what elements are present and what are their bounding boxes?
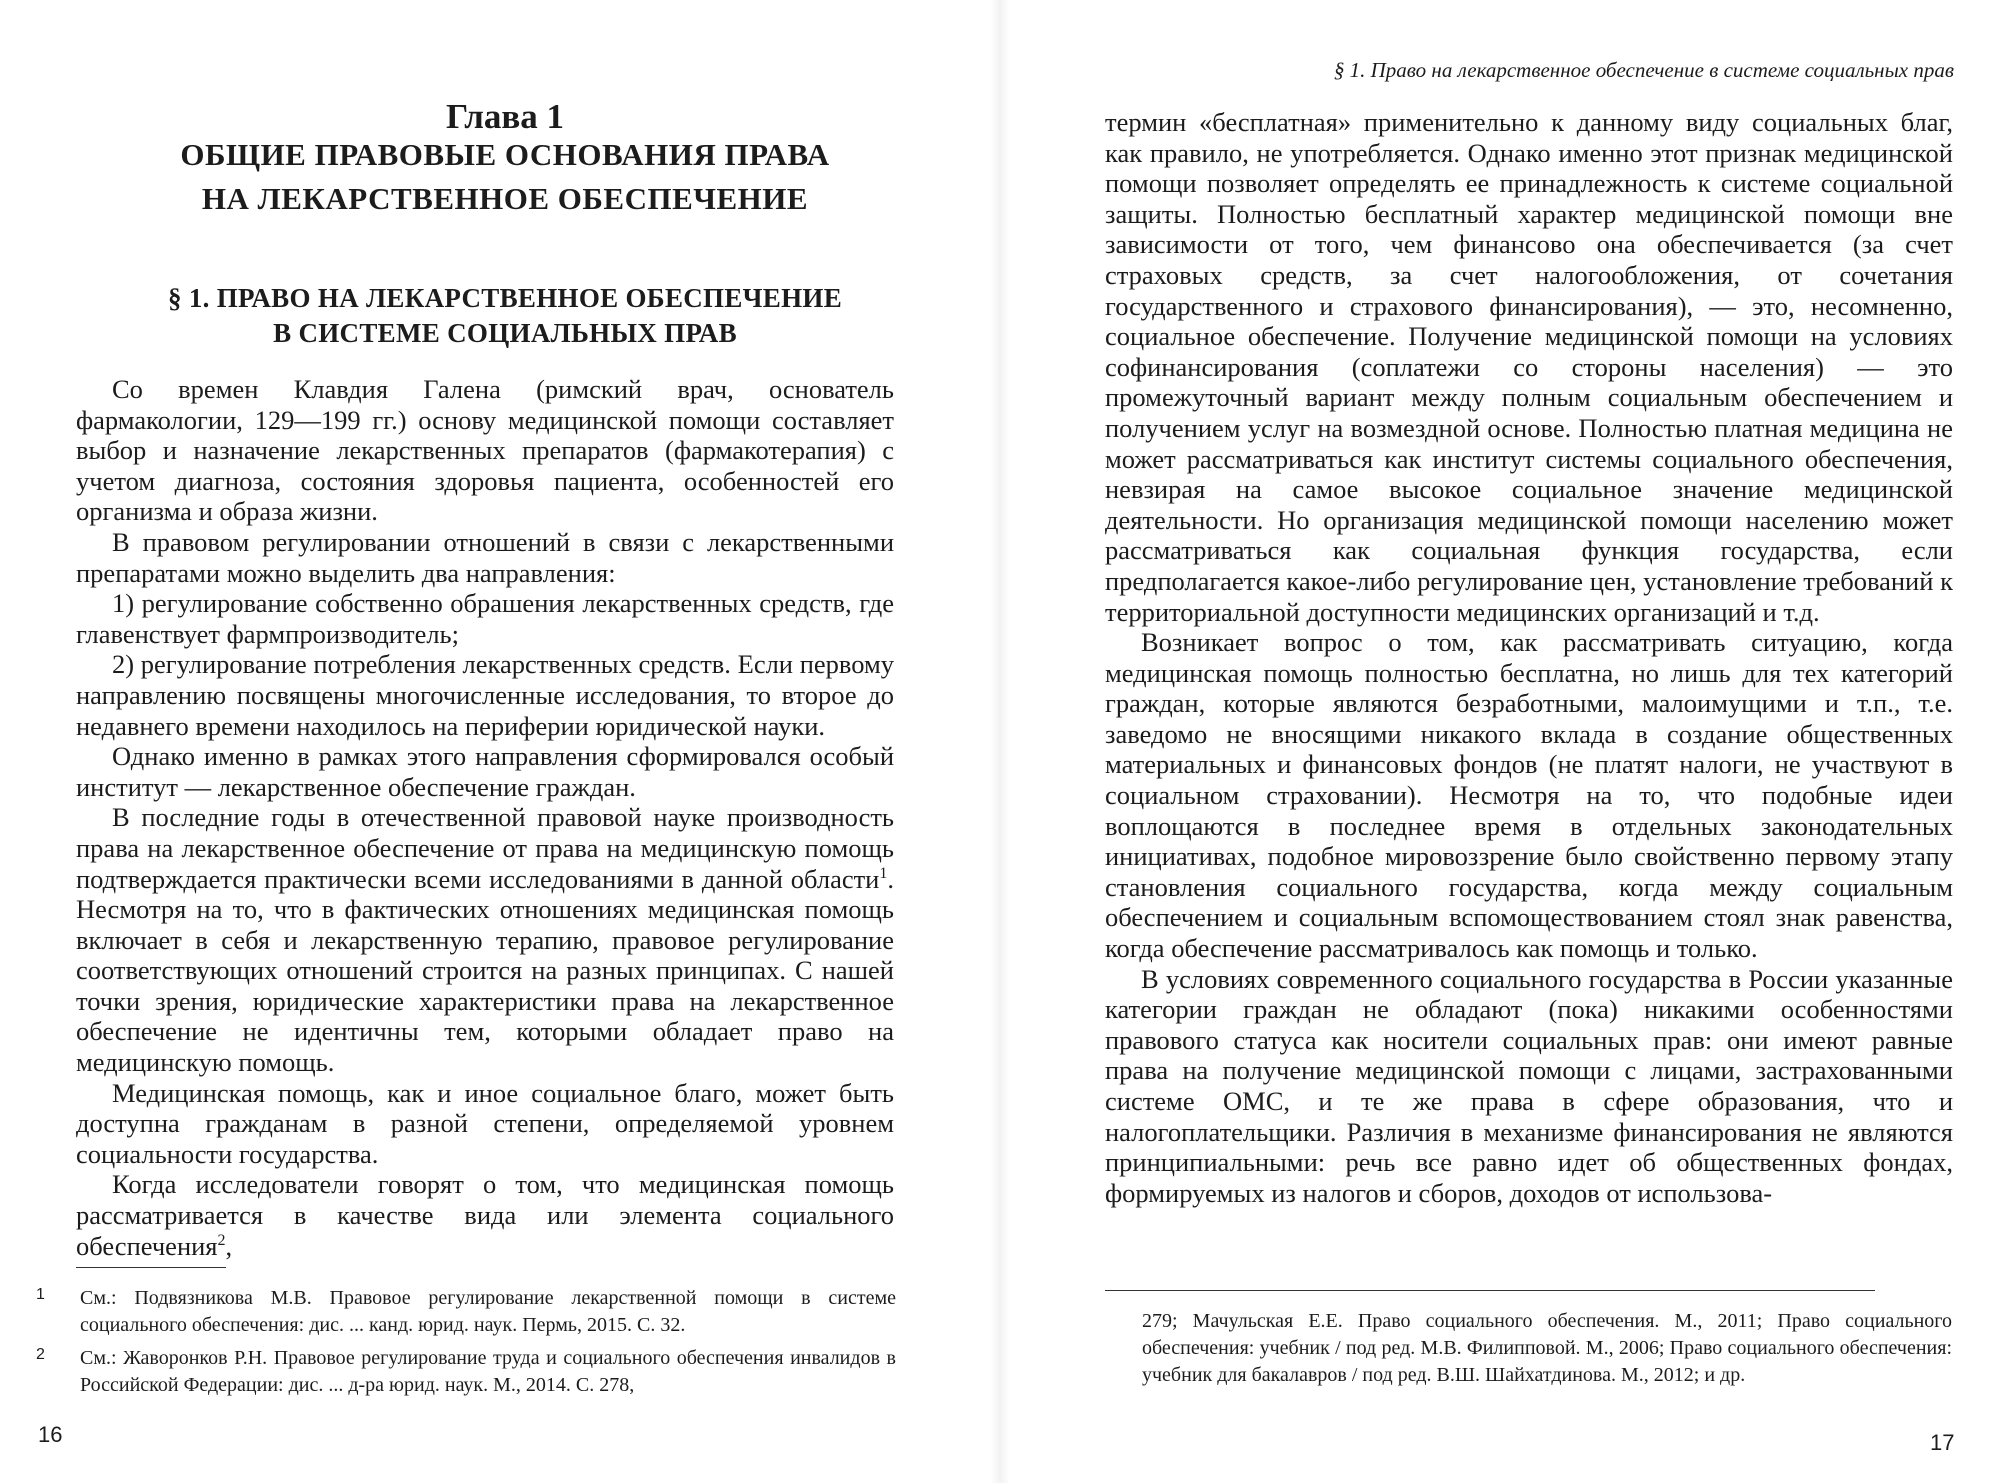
footnote-ref-1[interactable]: 1 — [879, 864, 888, 882]
list-item: 1) регулирование собственно обрашения лекарственных средств, где главенствует фармпроизводитель; — [76, 588, 894, 649]
paragraph: В правовом регулировании отношений в связи с лекарственными препаратами можно выделить два направления: — [76, 526, 894, 588]
right-body-text — [1105, 107, 1953, 1208]
footnote-number: 1 — [36, 1286, 45, 1303]
left-footnotes — [36, 1285, 896, 1405]
right-page — [1000, 0, 2000, 1483]
paragraph: Со времен Клавдия Галена (римский врач, основатель фармакологии, 129—199 гг.) основу медицинской помощи составляет выбор и назначение лекарственных препаратов (фармакотерапия) с учетом диагноза, состояния здоровья пациента, особенностей его организма и образа жизни. — [76, 374, 894, 527]
footnote-text: См.: Жаворонков Р.Н. Правовое регулирование труда и социального обеспечения инвалидов в Российской Федерации: дис. ... д-ра юрид. наук. М., 2014. С. 278, — [80, 1347, 896, 1396]
paragraph: термин «бесплатная» применительно к данному виду социальных благ, как правило, не употребляется. Однако именно этот признак медицинской помощи позволяет определять ее принадлежность к системе социальной защиты. Полностью бесплатный характер медицинской помощи вне зависимости от того, чем финансово она обеспечивается (за счет страховых средств, за счет налогообложения, от сочетания государственного и страхового финансирования), — это, несомненно, социальное обеспечение. Получение медицинской помощи на условиях софинансирования (соплатежи со стороны населения) — это промежуточный вариант между полным социальным обеспечением и получением услуг на возмездной основе. Полностью платная медицина не может рассматриваться как институт системы социального обеспечения, невзирая на самое высокое социальное значение медицинской деятельности. Но организация медицинской помощи населению может рассматриваться как социальная функция государства, если предполагается какое-либо регулирование цен, установление требований к территориальной доступности медицинских организаций и т.д. — [1105, 107, 1953, 627]
left-body-text — [76, 374, 894, 1261]
chapter-title-line-2: НА ЛЕКАРСТВЕННОЕ ОБЕСПЕЧЕНИЕ — [201, 181, 809, 216]
footnote-ref-2[interactable]: 2 — [217, 1231, 226, 1249]
paragraph-text: Когда исследователи говорят о том, что медицинская помощь рассматривается в качестве вида или элемента социального обеспечения — [76, 1169, 894, 1261]
paragraph-text: , — [225, 1230, 233, 1261]
footnote-divider — [76, 1267, 226, 1268]
section-heading — [120, 281, 890, 351]
list-item: 2) регулирование потребления лекарственных средств. Если первому направлению посвящены многочисленные исследования, то второе до недавнего времени находилось на периферии юридической науки. — [76, 649, 894, 741]
chapter-label: Глава 1 — [445, 97, 565, 136]
section-heading-line-1: § 1. ПРАВО НА ЛЕКАРСТВЕННОЕ ОБЕСПЕЧЕНИЕ — [167, 283, 843, 313]
paragraph-text: . Несмотря на то, что в фактических отношениях медицинская помощь включает в себя и лекарственную терапию, правовое регулирование соответствующих отношений строится на разных принципах. С нашей точки зрения, юридические характеристики права на лекарственное обеспечение не идентичны тем, которыми обладает право на медицинскую помощь. — [76, 863, 894, 1078]
page-number-left: 16 — [38, 1422, 63, 1447]
paragraph — [76, 802, 894, 1077]
footnote-1 — [36, 1285, 896, 1339]
chapter-title-line-1: ОБЩИЕ ПРАВОВЫЕ ОСНОВАНИЯ ПРАВА — [180, 137, 830, 172]
footnote-number: 2 — [36, 1346, 45, 1363]
footnote-2 — [36, 1345, 896, 1399]
paragraph: Медицинская помощь, как и иное социальное благо, может быть доступна гражданам в разной степени, определяемой уровнем социальности государства. — [76, 1077, 894, 1169]
footnote-divider — [1105, 1290, 1875, 1291]
right-footnotes: 279; Мачульская Е.Е. Право социального обеспечения. М., 2011; Право социального обеспечения: учебник / под ред. М.В. Филипповой. М., 2006; Право социального обеспечения: учебник для бакалавров / под ред. В.Ш. Шайхатдинова. М., 2012; и др. — [1142, 1310, 1952, 1386]
section-heading-line-2: В СИСТЕМЕ СОЦИАЛЬНЫХ ПРАВ — [273, 318, 737, 348]
running-head: § 1. Право на лекарственное обеспечение в системе социальных прав — [1333, 58, 1954, 82]
paragraph: В условиях современного социального государства в России указанные категории граждан не обладают (пока) никакими особенностями правового статуса как носители социальных прав: они имеют равные права на получение медицинской помощи с лицами, застрахованными системе ОМС, и те же права в сфере образования, что и налогоплательщики. Различия в механизме финансирования не являются принципиальными: речь все равно идет об общественных фондах, формируемых из налогов и сборов, доходов от использова- — [1105, 963, 1953, 1208]
paragraph: Однако именно в рамках этого направления сформировался особый институт — лекарственное обеспечение граждан. — [76, 741, 894, 802]
page-number-right: 17 — [1930, 1430, 1955, 1455]
footnote-text: См.: Подвязникова М.В. Правовое регулирование лекарственной помощи в системе социального обеспечения: дис. ... канд. юрид. наук. Пермь, 2015. С. 32. — [80, 1287, 896, 1336]
paragraph: Возникает вопрос о том, как рассматривать ситуацию, когда медицинская помощь полностью бесплатна, но лишь для тех категорий граждан, которые являются безработными, малоимущими и т.п., т.е. заведомо не вносящими никакого вклада в создание общественных материальных и финансовых фондов (не платят налоги, не участвуют в социальном страховании). Несмотря на то, что подобные идеи воплощаются в последнее время в отдельных законодательных инициативах, подобное мировоззрение было свойственно первому этапу становления социального государства, когда между социальным обеспечением и социальным вспомоществованием стоял знак равенства, когда обеспечение рассматривалось как помощь и только. — [1105, 627, 1953, 964]
paragraph — [76, 1169, 894, 1261]
chapter-title — [120, 133, 890, 221]
paragraph-text: В последние годы в отечественной правовой науке производность права на лекарственное обеспечение от права на медицинскую помощь подтверждается практически всеми исследованиями в данной области — [76, 802, 894, 894]
